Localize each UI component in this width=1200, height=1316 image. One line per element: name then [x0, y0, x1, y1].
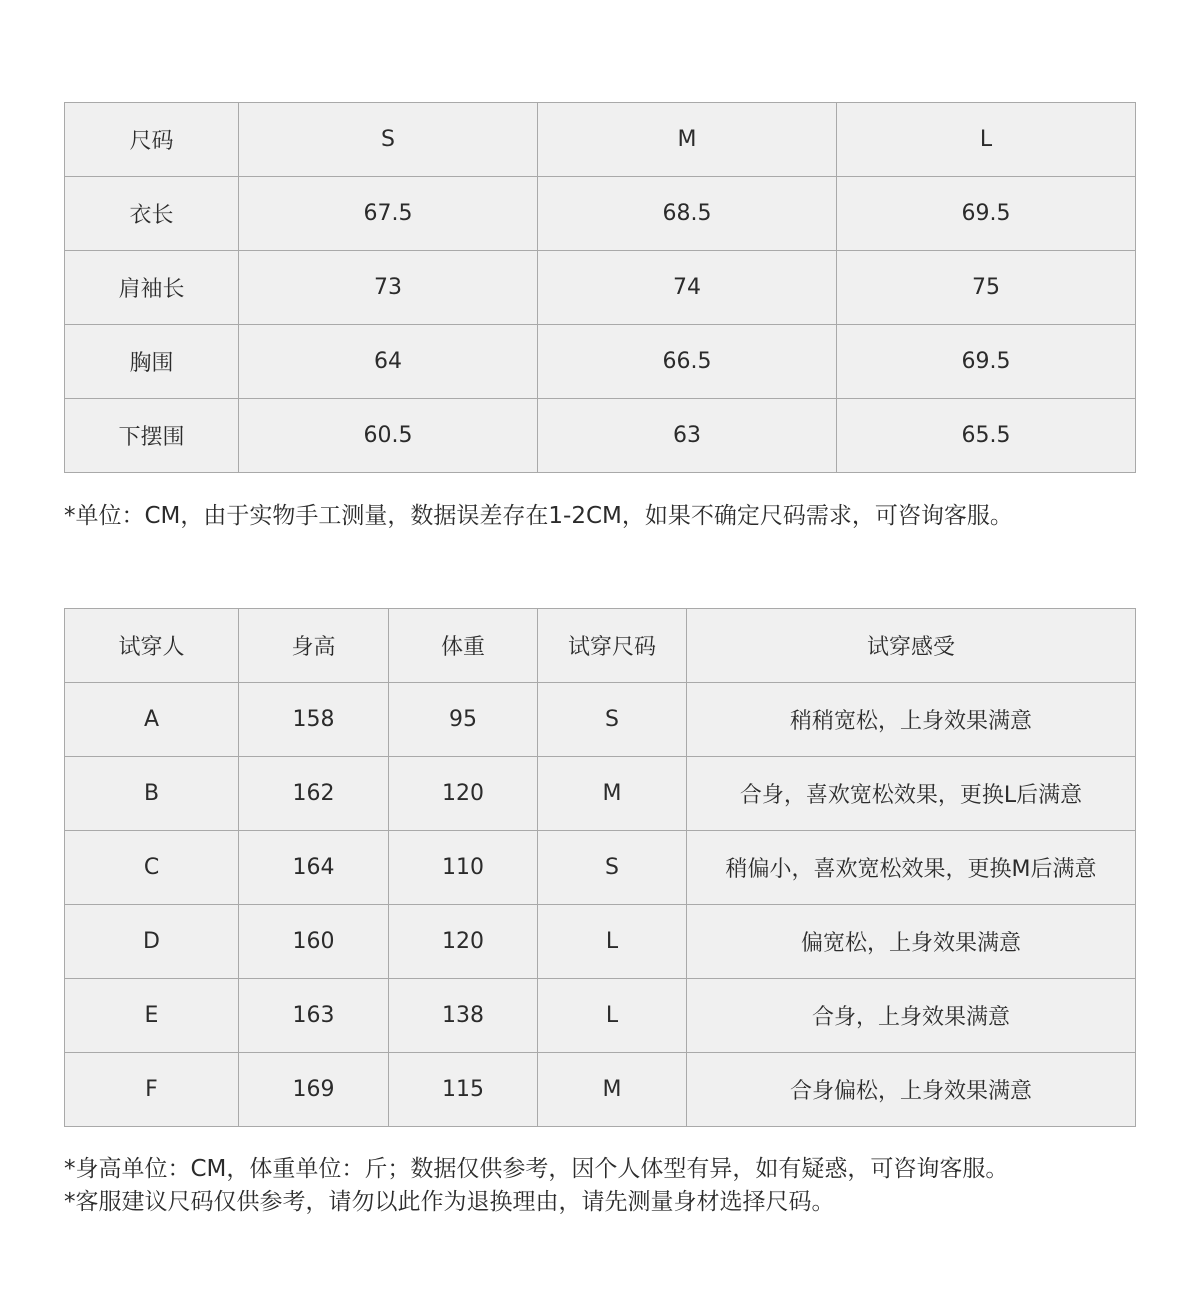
weight-cell: 138 [389, 979, 538, 1053]
feedback-cell: 稍偏小，喜欢宽松效果，更换M后满意 [687, 831, 1136, 905]
size-chart-note: *单位：CM，由于实物手工测量，数据误差存在1-2CM，如果不确定尺码需求，可咨询客服。 [64, 503, 1013, 529]
weight-cell: 115 [389, 1053, 538, 1127]
weight-cell: 110 [389, 831, 538, 905]
table-row [65, 905, 1136, 979]
feedback-cell: 合身偏松，上身效果满意 [687, 1053, 1136, 1127]
tester-cell: C [65, 831, 239, 905]
header-cell: 体重 [389, 609, 538, 683]
height-cell: 162 [239, 757, 389, 831]
tester-cell: E [65, 979, 239, 1053]
size-cell: L [538, 905, 687, 979]
height-cell: 169 [239, 1053, 389, 1127]
table-cell: 69.5 [837, 177, 1136, 251]
table-cell: 66.5 [538, 325, 837, 399]
feedback-cell: 稍稍宽松，上身效果满意 [687, 683, 1136, 757]
tester-cell: A [65, 683, 239, 757]
row-label: 肩袖长 [65, 251, 239, 325]
table-row [65, 757, 1136, 831]
table-row [65, 1053, 1136, 1127]
table-cell: 69.5 [837, 325, 1136, 399]
size-cell: M [538, 1053, 687, 1127]
weight-cell: 120 [389, 905, 538, 979]
height-cell: 163 [239, 979, 389, 1053]
weight-cell: 120 [389, 757, 538, 831]
table-row [65, 177, 1136, 251]
trial-header-row [65, 609, 1136, 683]
table-row [65, 831, 1136, 905]
trial-note-line: *身高单位：CM，体重单位：斤；数据仅供参考，因个人体型有异，如有疑惑，可咨询客服。 [64, 1156, 1009, 1182]
size-cell: S [538, 683, 687, 757]
tester-cell: D [65, 905, 239, 979]
feedback-cell: 合身，上身效果满意 [687, 979, 1136, 1053]
table-cell: 68.5 [538, 177, 837, 251]
table-cell: 75 [837, 251, 1136, 325]
header-cell: M [538, 103, 837, 177]
row-label: 胸围 [65, 325, 239, 399]
size-chart-table [64, 102, 1136, 473]
tester-cell: B [65, 757, 239, 831]
table-cell: 64 [239, 325, 538, 399]
trial-notes [64, 1153, 1008, 1219]
size-cell: L [538, 979, 687, 1053]
feedback-cell: 偏宽松，上身效果满意 [687, 905, 1136, 979]
table-cell: 74 [538, 251, 837, 325]
table-row [65, 979, 1136, 1053]
weight-cell: 95 [389, 683, 538, 757]
header-cell: 身高 [239, 609, 389, 683]
header-cell: 尺码 [65, 103, 239, 177]
table-cell: 63 [538, 399, 837, 473]
table-row [65, 325, 1136, 399]
header-cell: L [837, 103, 1136, 177]
height-cell: 164 [239, 831, 389, 905]
tester-cell: F [65, 1053, 239, 1127]
header-cell: 试穿尺码 [538, 609, 687, 683]
table-cell: 65.5 [837, 399, 1136, 473]
size-cell: S [538, 831, 687, 905]
table-row [65, 251, 1136, 325]
table-cell: 60.5 [239, 399, 538, 473]
trial-note-line: *客服建议尺码仅供参考，请勿以此作为退换理由，请先测量身材选择尺码。 [64, 1189, 835, 1215]
row-label: 衣长 [65, 177, 239, 251]
size-header-row [65, 103, 1136, 177]
header-cell: S [239, 103, 538, 177]
height-cell: 158 [239, 683, 389, 757]
trial-fit-table [64, 608, 1136, 1127]
row-label: 下摆围 [65, 399, 239, 473]
feedback-cell: 合身，喜欢宽松效果，更换L后满意 [687, 757, 1136, 831]
size-cell: M [538, 757, 687, 831]
table-cell: 67.5 [239, 177, 538, 251]
header-cell: 试穿人 [65, 609, 239, 683]
table-row [65, 399, 1136, 473]
header-cell: 试穿感受 [687, 609, 1136, 683]
table-cell: 73 [239, 251, 538, 325]
height-cell: 160 [239, 905, 389, 979]
table-row [65, 683, 1136, 757]
